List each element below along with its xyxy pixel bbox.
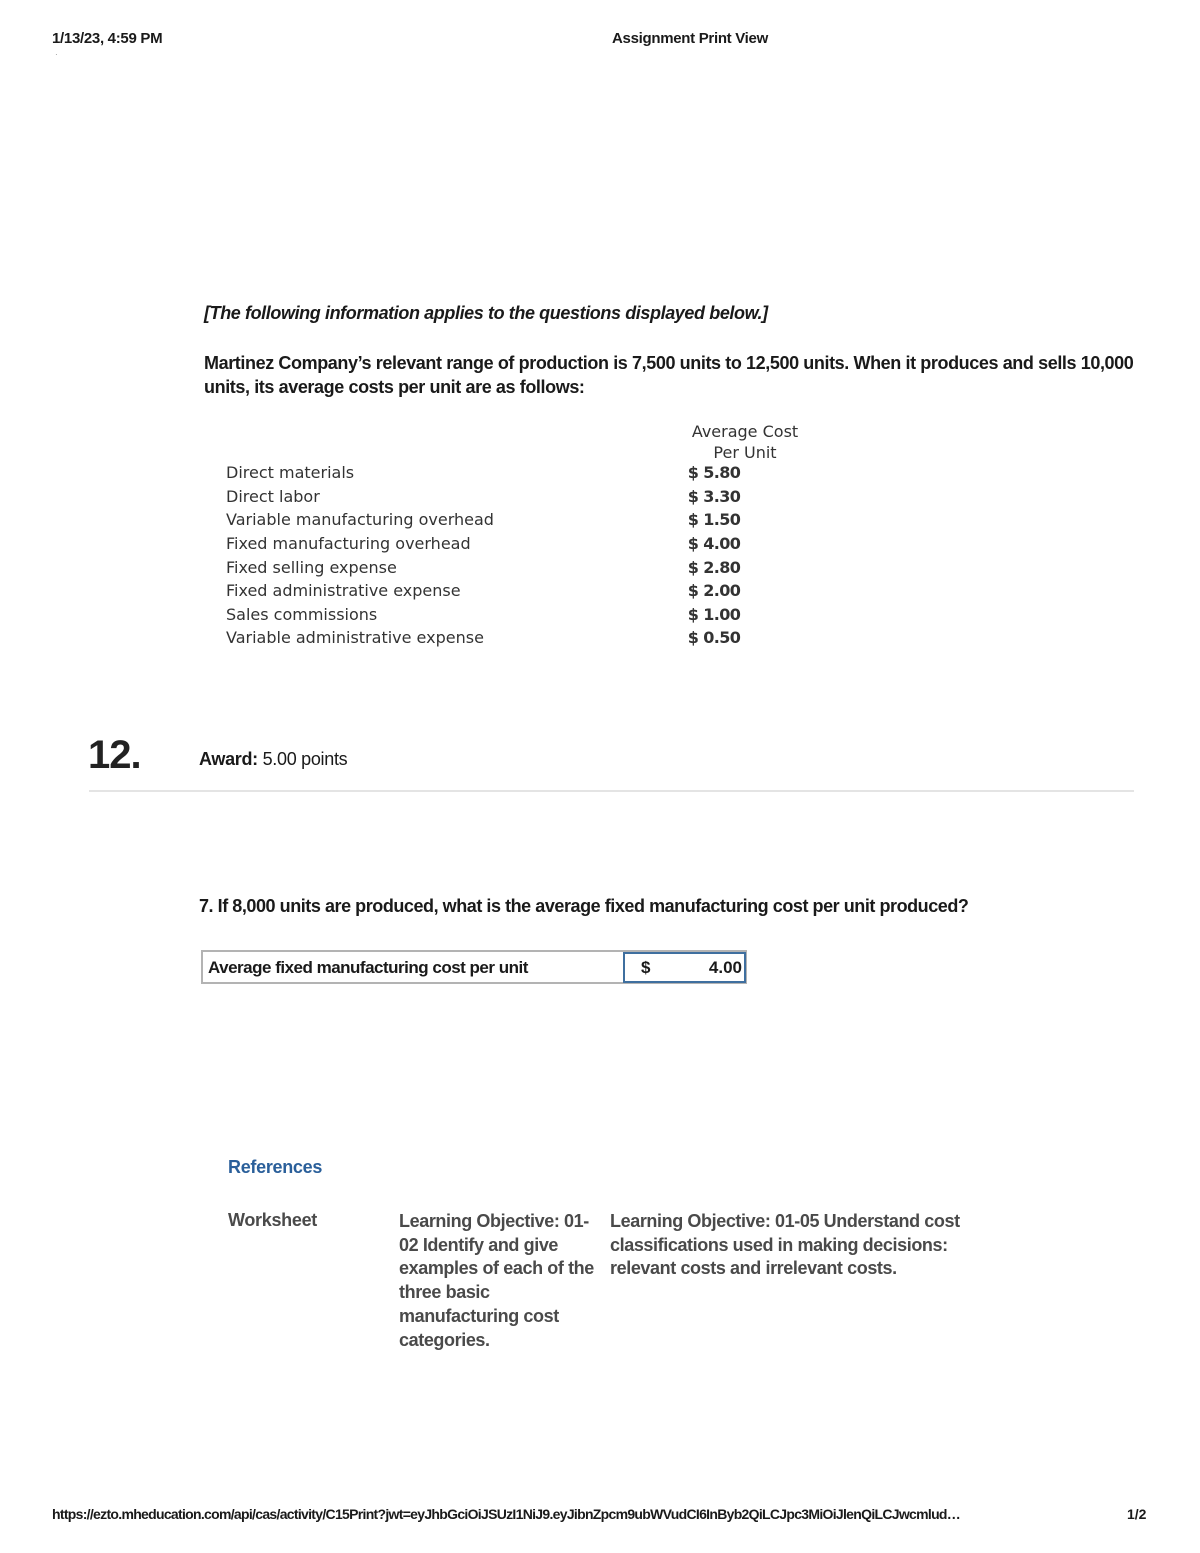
print-url: https://ezto.mheducation.com/api/cas/activity/C15Print?jwt=eyJhbGciOiJSUzI1NiJ9.eyJibnZpcm9ubWVudCI6InByb2QiLCJpc3MiOiJlenQiLCJwcmlud… (52, 1506, 961, 1522)
references-title: References (228, 1157, 323, 1177)
cost-label: Variable manufacturing overhead (226, 510, 494, 530)
table-row (226, 555, 780, 579)
cost-value: $ 4.00 (687, 534, 741, 554)
print-datetime: 1/13/23, 4:59 PM (52, 30, 163, 47)
cost-value: $ 2.00 (687, 581, 741, 601)
award-line (199, 749, 347, 770)
answer-currency: $ (641, 958, 651, 977)
table-row (226, 532, 780, 556)
award-points: 5.00 points (262, 749, 348, 769)
table-row (226, 579, 780, 603)
answer-value: 4.00 (708, 958, 742, 977)
page-number: 1/2 (1127, 1506, 1147, 1522)
cost-value: $ 1.00 (687, 604, 741, 624)
intro-paragraph: Martinez Company’s relevant range of production is 7,500 units to 12,500 units. When it produces and sells 10,000 units, its average costs per unit are as follows: (204, 353, 1134, 397)
table-row (226, 626, 780, 650)
cost-value: $ 5.80 (687, 463, 741, 483)
table-row (226, 508, 780, 532)
cost-label: Sales commissions (226, 604, 378, 624)
cost-label: Fixed manufacturing overhead (226, 534, 471, 554)
cost-header-line-1: Average Cost (691, 422, 799, 441)
cost-label: Direct labor (226, 486, 320, 506)
cost-value: $ 2.80 (687, 557, 741, 577)
stray-mark: · (55, 50, 58, 59)
cost-label: Variable administrative expense (226, 628, 484, 648)
cost-value: $ 0.50 (687, 628, 741, 648)
print-page-title: Assignment Print View (612, 30, 768, 47)
cost-value: $ 3.30 (687, 486, 741, 506)
table-row (226, 485, 780, 509)
cost-label: Fixed selling expense (226, 557, 397, 577)
award-label: Award: (199, 749, 258, 769)
question-text: 7. If 8,000 units are produced, what is the average fixed manufacturing cost per unit produced? (199, 896, 969, 916)
reference-worksheet: Worksheet (228, 1210, 317, 1230)
learning-objective-1: Learning Objective: 01-02 Identify and give examples of each of the three basic manufacturing cost categories. (399, 1211, 594, 1350)
cost-label: Fixed administrative expense (226, 581, 461, 601)
intro-note: [The following information applies to the questions displayed below.] (204, 303, 768, 323)
table-row (226, 603, 780, 627)
cost-label: Direct materials (226, 463, 355, 483)
cost-table-header (660, 421, 830, 463)
learning-objective-2: Learning Objective: 01-05 Understand cost classifications used in making decisions: relevant costs and irrelevant costs. (610, 1211, 960, 1279)
table-row (226, 461, 780, 485)
question-number: 12. (88, 733, 141, 777)
cost-table (226, 461, 780, 650)
divider (89, 790, 1134, 792)
cost-value: $ 1.50 (687, 510, 741, 530)
cost-header-line-2: Per Unit (713, 443, 777, 462)
answer-label: Average fixed manufacturing cost per unit (208, 958, 528, 977)
